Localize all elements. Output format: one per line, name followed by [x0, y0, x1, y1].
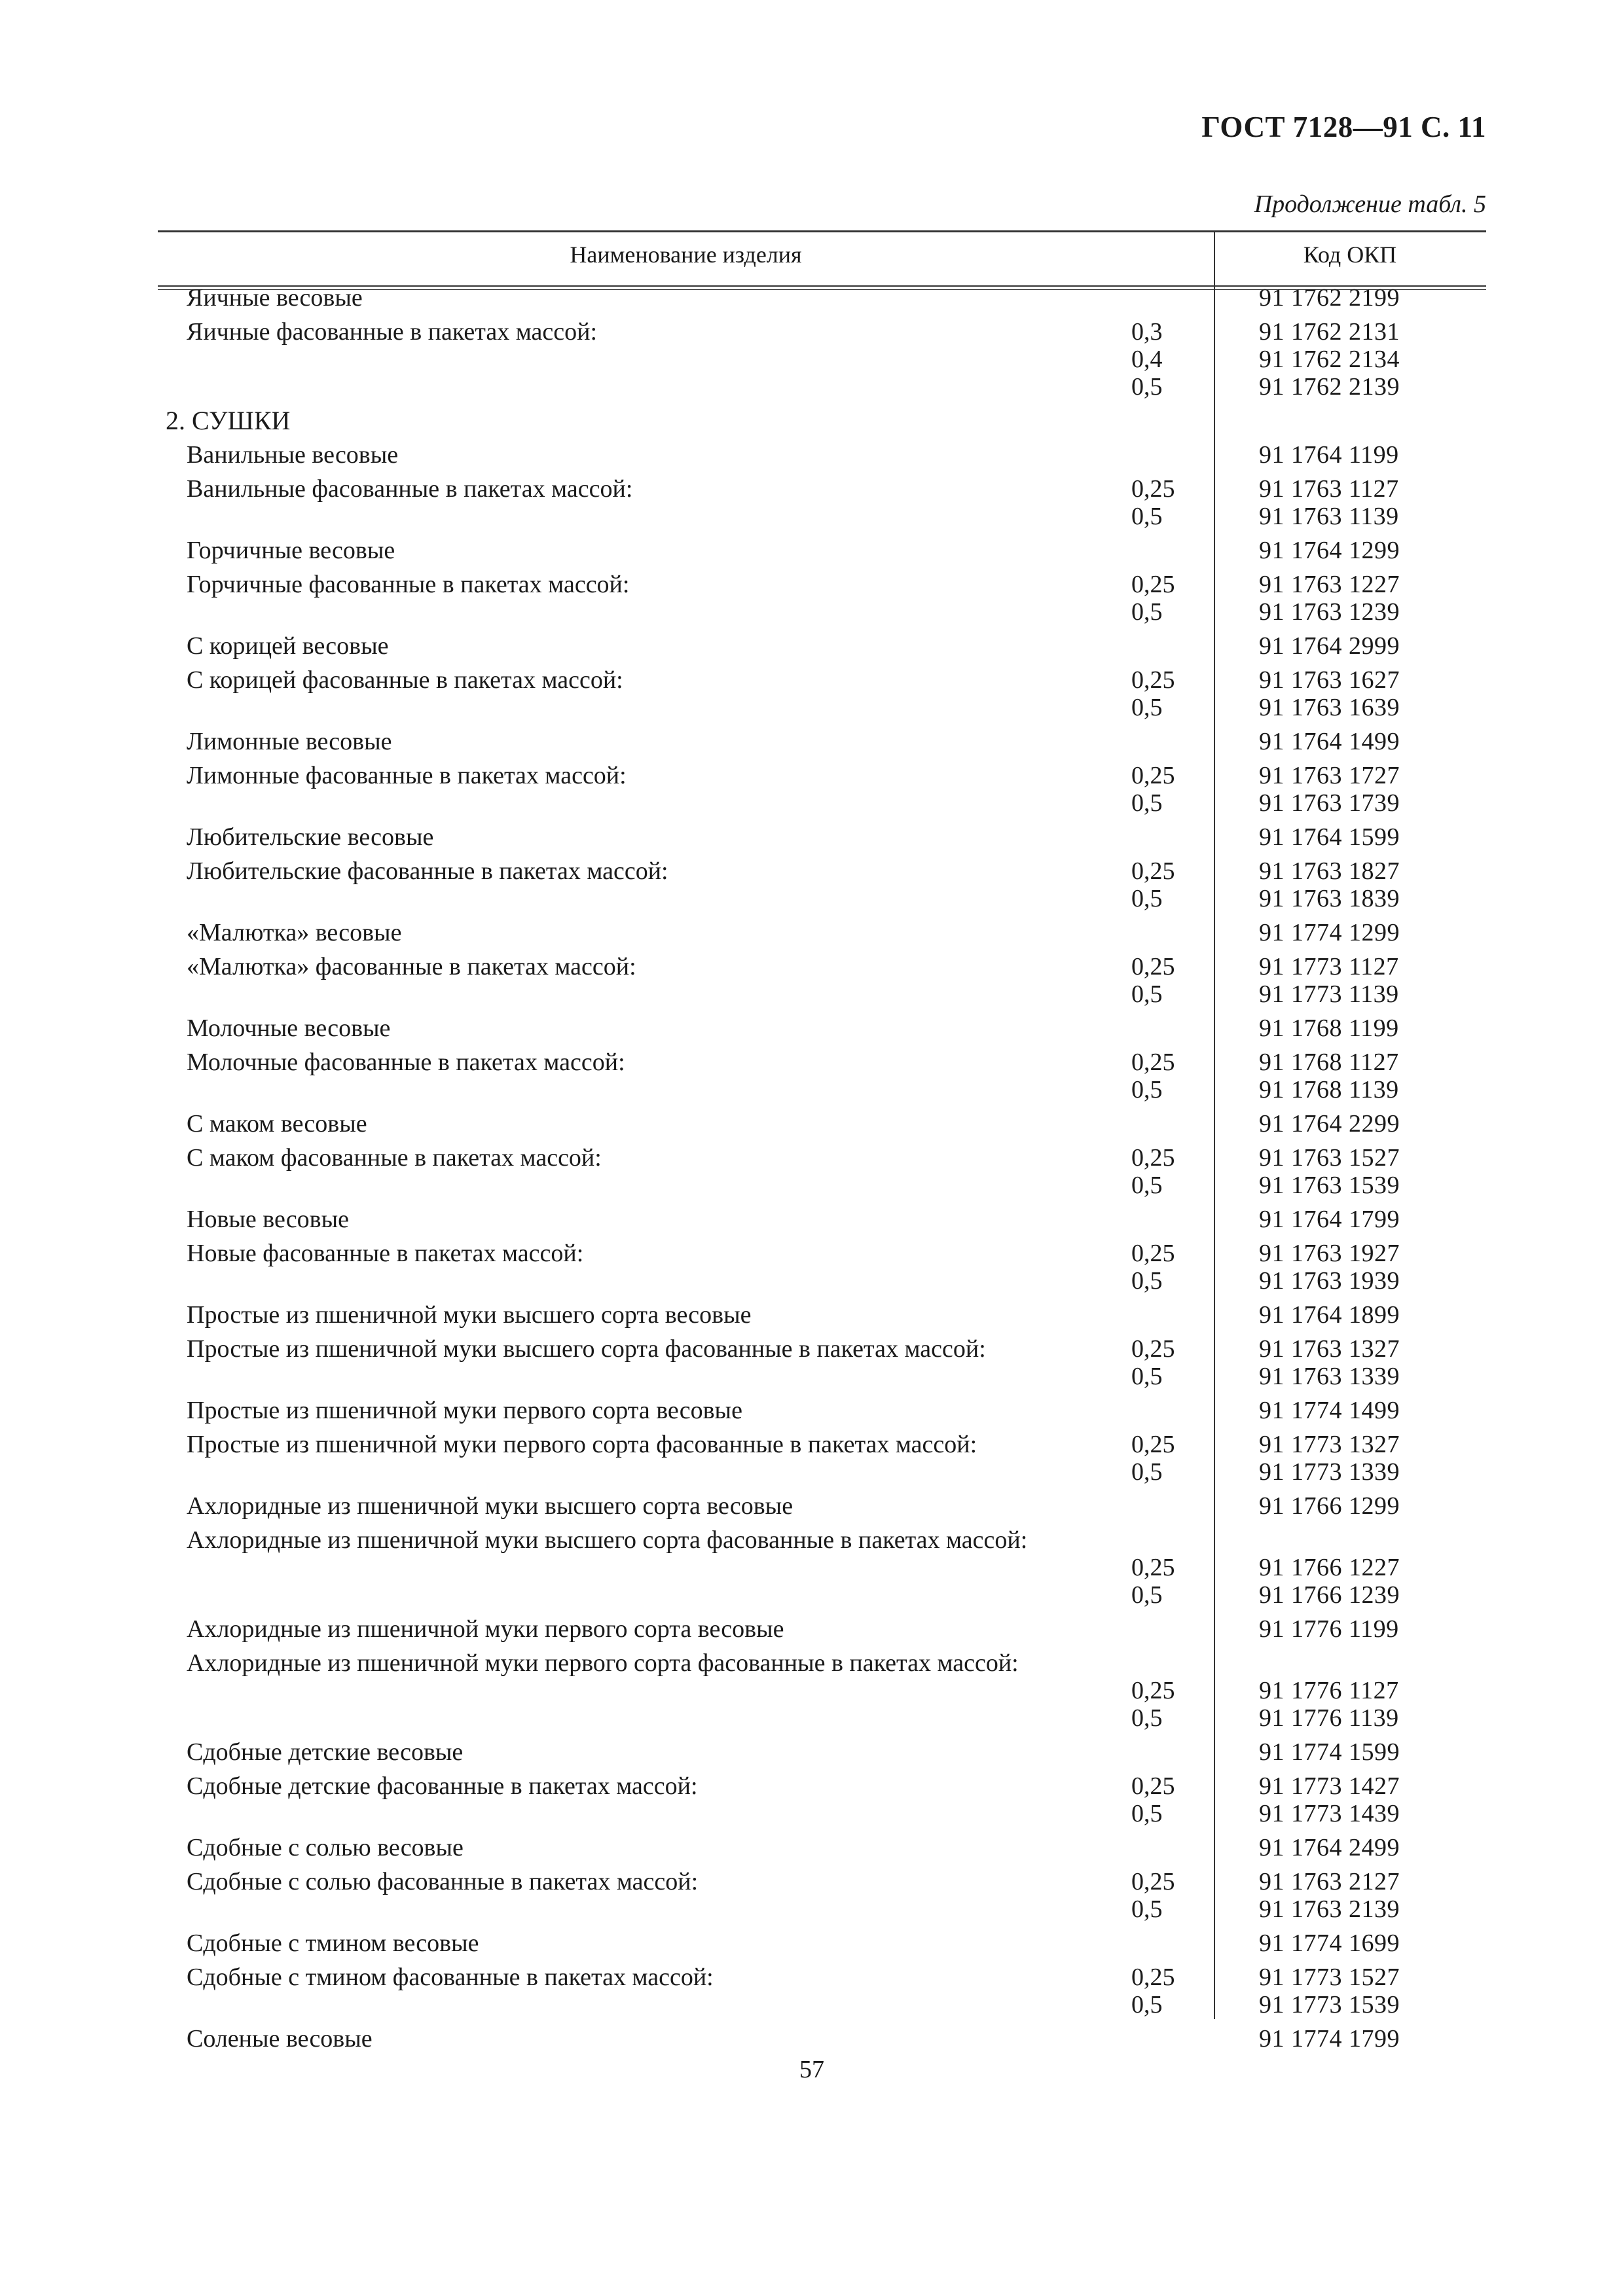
product-name: Ванильные фасованные в пакетах массой:	[187, 475, 633, 503]
table-row	[158, 823, 1486, 851]
okp-code: 91 1763 1127	[1259, 475, 1399, 503]
package-mass: 0,25	[1131, 762, 1175, 789]
okp-code: 91 1763 1739	[1259, 789, 1400, 817]
table-row	[158, 1868, 1486, 1895]
table-row	[158, 1431, 1486, 1458]
package-mass: 0,3	[1131, 318, 1163, 346]
table-row	[158, 1615, 1486, 1643]
table-row	[158, 441, 1486, 469]
product-name: Яичные весовые	[187, 284, 363, 312]
okp-code: 91 1766 1299	[1259, 1492, 1400, 1520]
package-mass: 0,5	[1131, 1704, 1163, 1732]
table-row	[158, 407, 1486, 435]
table-row	[158, 284, 1486, 312]
package-mass: 0,25	[1131, 1431, 1175, 1458]
table-row	[158, 857, 1486, 885]
table-top-rule	[158, 230, 1486, 232]
table-row	[158, 1991, 1486, 2018]
package-mass: 0,5	[1131, 1581, 1163, 1609]
product-name: Ахлоридные из пшеничной муки первого сорта фасованные в пакетах массой:	[187, 1649, 1019, 1677]
table-row	[158, 1076, 1486, 1103]
document-header: ГОСТ 7128—91 С. 11	[1201, 111, 1486, 143]
table-row	[158, 373, 1486, 401]
table-row	[158, 980, 1486, 1008]
table-row	[158, 789, 1486, 817]
okp-code: 91 1762 2139	[1259, 373, 1400, 401]
table-row	[158, 1649, 1486, 1704]
table-row	[158, 1800, 1486, 1827]
okp-code: 91 1763 1539	[1259, 1172, 1400, 1199]
okp-code: 91 1764 2299	[1259, 1110, 1400, 1138]
table-row	[158, 318, 1486, 346]
package-mass: 0,5	[1131, 1458, 1163, 1486]
okp-code: 91 1764 2999	[1259, 632, 1400, 660]
package-mass: 0,5	[1131, 373, 1163, 401]
product-name: Горчичные весовые	[187, 537, 395, 564]
product-name: Ахлоридные из пшеничной муки первого сорта весовые	[187, 1615, 784, 1643]
okp-code: 91 1763 1339	[1259, 1363, 1400, 1390]
package-mass: 0,25	[1131, 1677, 1175, 1704]
product-name: Простые из пшеничной муки высшего сорта фасованные в пакетах массой:	[187, 1335, 986, 1363]
table-row	[158, 1526, 1486, 1581]
okp-code: 91 1763 1627	[1259, 666, 1400, 694]
package-mass: 0,5	[1131, 1267, 1163, 1295]
okp-code: 91 1763 1639	[1259, 694, 1400, 721]
product-name: Яичные фасованные в пакетах массой:	[187, 318, 597, 346]
package-mass: 0,5	[1131, 1991, 1163, 2018]
product-name: Сдобные детские фасованные в пакетах массой:	[187, 1772, 698, 1800]
product-name: Горчичные фасованные в пакетах массой:	[187, 571, 630, 598]
column-header-code: Код ОКП	[1303, 242, 1397, 268]
product-name: С корицей весовые	[187, 632, 389, 660]
table-row	[158, 1110, 1486, 1138]
okp-code: 91 1763 2127	[1259, 1868, 1400, 1895]
table-row	[158, 1335, 1486, 1363]
okp-code: 91 1762 2134	[1259, 346, 1400, 373]
okp-code: 91 1774 1599	[1259, 1738, 1400, 1766]
product-name: Простые из пшеничной муки первого сорта фасованные в пакетах массой:	[187, 1431, 977, 1458]
table-row	[158, 1458, 1486, 1486]
package-mass: 0,25	[1131, 1554, 1175, 1581]
okp-code: 91 1774 1499	[1259, 1397, 1400, 1424]
okp-code: 91 1763 1527	[1259, 1144, 1400, 1172]
okp-code: 91 1763 1239	[1259, 598, 1400, 626]
package-mass: 0,25	[1131, 1964, 1175, 1991]
okp-code: 91 1763 2139	[1259, 1895, 1400, 1923]
table-row	[158, 503, 1486, 530]
table-row	[158, 475, 1486, 503]
table-row	[158, 1738, 1486, 1766]
table-row	[158, 1206, 1486, 1233]
okp-code: 91 1773 1127	[1259, 953, 1399, 980]
package-mass: 0,25	[1131, 1772, 1175, 1800]
product-name: С маком фасованные в пакетах массой:	[187, 1144, 602, 1172]
table-row	[158, 1929, 1486, 1957]
okp-code: 91 1768 1199	[1259, 1014, 1399, 1042]
product-name: Ахлоридные из пшеничной муки высшего сорта фасованные в пакетах массой:	[187, 1526, 1028, 1554]
table-body	[158, 284, 1486, 2053]
table-row	[158, 1267, 1486, 1295]
table-row	[158, 537, 1486, 564]
package-mass: 0,5	[1131, 1800, 1163, 1827]
table-row	[158, 1301, 1486, 1329]
okp-code: 91 1763 1939	[1259, 1267, 1400, 1295]
okp-code: 91 1763 1927	[1259, 1240, 1400, 1267]
product-name: Сдобные с тмином весовые	[187, 1929, 479, 1957]
package-mass: 0,5	[1131, 503, 1163, 530]
okp-code: 91 1776 1199	[1259, 1615, 1399, 1643]
table-row	[158, 1704, 1486, 1732]
table-row	[158, 1049, 1486, 1076]
table-row	[158, 694, 1486, 721]
okp-code: 91 1768 1127	[1259, 1049, 1399, 1076]
product-name: Молочные весовые	[187, 1014, 391, 1042]
product-name: Сдобные с тмином фасованные в пакетах массой:	[187, 1964, 714, 1991]
product-name: Соленые весовые	[187, 2025, 373, 2053]
okp-code: 91 1764 1599	[1259, 823, 1400, 851]
table-row	[158, 1492, 1486, 1520]
package-mass: 0,25	[1131, 1049, 1175, 1076]
product-name: Сдобные с солью фасованные в пакетах массой:	[187, 1868, 699, 1895]
page-number: 57	[799, 2056, 824, 2083]
product-code-table	[158, 230, 1486, 2053]
table-row	[158, 1964, 1486, 1991]
column-header-name: Наименование изделия	[570, 242, 802, 268]
okp-code: 91 1763 1839	[1259, 885, 1400, 912]
table-row	[158, 666, 1486, 694]
okp-code: 91 1774 1299	[1259, 919, 1400, 946]
okp-code: 91 1774 1799	[1259, 2025, 1400, 2053]
okp-code: 91 1773 1339	[1259, 1458, 1400, 1486]
okp-code: 91 1773 1539	[1259, 1991, 1400, 2018]
table-row	[158, 1397, 1486, 1424]
okp-code: 91 1773 1327	[1259, 1431, 1400, 1458]
okp-code: 91 1773 1139	[1259, 980, 1399, 1008]
product-name: Простые из пшеничной муки первого сорта весовые	[187, 1397, 742, 1424]
table-row	[158, 346, 1486, 373]
package-mass: 0,5	[1131, 1076, 1163, 1103]
package-mass: 0,25	[1131, 1240, 1175, 1267]
package-mass: 0,5	[1131, 694, 1163, 721]
product-name: С маком весовые	[187, 1110, 367, 1138]
product-name: Ахлоридные из пшеничной муки высшего сорта весовые	[187, 1492, 793, 1520]
package-mass: 0,25	[1131, 857, 1175, 885]
product-name: Сдобные с солью весовые	[187, 1834, 464, 1861]
okp-code: 91 1764 1199	[1259, 441, 1399, 469]
section-heading: 2. СУШКИ	[166, 406, 291, 435]
package-mass: 0,5	[1131, 789, 1163, 817]
package-mass: 0,25	[1131, 1144, 1175, 1172]
package-mass: 0,25	[1131, 475, 1175, 503]
okp-code: 91 1763 1139	[1259, 503, 1399, 530]
okp-code: 91 1762 2131	[1259, 318, 1400, 346]
okp-code: 91 1766 1227	[1259, 1554, 1400, 1581]
package-mass: 0,4	[1131, 346, 1163, 373]
package-mass: 0,25	[1131, 666, 1175, 694]
package-mass: 0,25	[1131, 571, 1175, 598]
product-name: «Малютка» весовые	[187, 919, 402, 946]
table-row	[158, 571, 1486, 598]
okp-code: 91 1764 1499	[1259, 728, 1400, 755]
product-name: Лимонные весовые	[187, 728, 392, 755]
table-row	[158, 598, 1486, 626]
table-row	[158, 1363, 1486, 1390]
package-mass: 0,5	[1131, 885, 1163, 912]
table-row	[158, 1581, 1486, 1609]
product-name: Молочные фасованные в пакетах массой:	[187, 1049, 625, 1076]
product-name: «Малютка» фасованные в пакетах массой:	[187, 953, 636, 980]
table-row	[158, 885, 1486, 912]
okp-code: 91 1764 1899	[1259, 1301, 1400, 1329]
package-mass: 0,5	[1131, 1363, 1163, 1390]
table-row	[158, 728, 1486, 755]
package-mass: 0,25	[1131, 1335, 1175, 1363]
product-name: Простые из пшеничной муки высшего сорта весовые	[187, 1301, 752, 1329]
package-mass: 0,5	[1131, 1895, 1163, 1923]
okp-code: 91 1773 1439	[1259, 1800, 1400, 1827]
table-row	[158, 1014, 1486, 1042]
table-row	[158, 1834, 1486, 1861]
package-mass: 0,25	[1131, 1868, 1175, 1895]
product-name: Новые фасованные в пакетах массой:	[187, 1240, 584, 1267]
okp-code: 91 1773 1427	[1259, 1772, 1400, 1800]
okp-code: 91 1763 1827	[1259, 857, 1400, 885]
product-name: Новые весовые	[187, 1206, 350, 1233]
okp-code: 91 1776 1139	[1259, 1704, 1399, 1732]
table-continuation-note: Продолжение табл. 5	[1254, 190, 1486, 218]
table-row	[158, 632, 1486, 660]
okp-code: 91 1768 1139	[1259, 1076, 1399, 1103]
package-mass: 0,5	[1131, 598, 1163, 626]
table-row	[158, 953, 1486, 980]
package-mass: 0,25	[1131, 953, 1175, 980]
okp-code: 91 1763 1227	[1259, 571, 1400, 598]
okp-code: 91 1762 2199	[1259, 284, 1400, 312]
table-row	[158, 919, 1486, 946]
product-name: Ванильные весовые	[187, 441, 399, 469]
table-row	[158, 762, 1486, 789]
product-name: С корицей фасованные в пакетах массой:	[187, 666, 623, 694]
okp-code: 91 1776 1127	[1259, 1677, 1399, 1704]
okp-code: 91 1766 1239	[1259, 1581, 1400, 1609]
product-name: Лимонные фасованные в пакетах массой:	[187, 762, 627, 789]
package-mass: 0,5	[1131, 1172, 1163, 1199]
table-row	[158, 1144, 1486, 1172]
okp-code: 91 1763 1327	[1259, 1335, 1400, 1363]
table-row	[158, 1240, 1486, 1267]
okp-code: 91 1773 1527	[1259, 1964, 1400, 1991]
okp-code: 91 1763 1727	[1259, 762, 1400, 789]
okp-code: 91 1764 1299	[1259, 537, 1400, 564]
okp-code: 91 1774 1699	[1259, 1929, 1400, 1957]
table-row	[158, 2025, 1486, 2053]
okp-code: 91 1764 2499	[1259, 1834, 1400, 1861]
product-name: Любительские фасованные в пакетах массой:	[187, 857, 668, 885]
table-row	[158, 1172, 1486, 1199]
package-mass: 0,5	[1131, 980, 1163, 1008]
product-name: Любительские весовые	[187, 823, 434, 851]
okp-code: 91 1764 1799	[1259, 1206, 1400, 1233]
table-row	[158, 1895, 1486, 1923]
product-name: Сдобные детские весовые	[187, 1738, 464, 1766]
table-row	[158, 1772, 1486, 1800]
